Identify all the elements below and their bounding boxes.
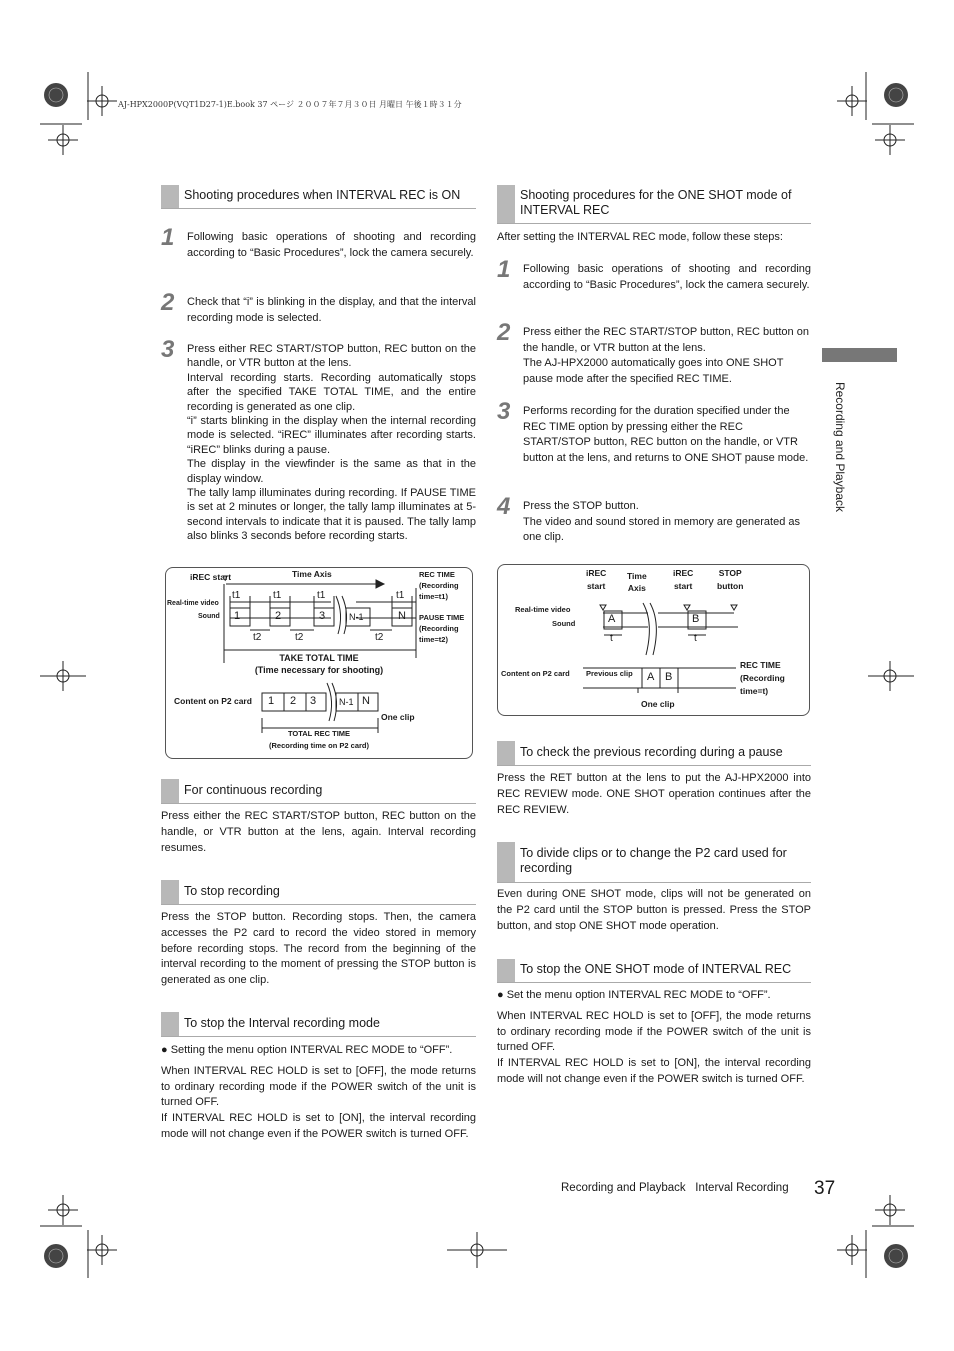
bullet-icon: ● <box>497 989 504 1001</box>
stop-interval-mode-text: ● Setting the menu option INTERVAL REC MODE to “OFF”. When INTERVAL REC HOLD is set to [OFF], the mode returns to ordinary recording mode if the POWER switch of the unit is turned OFF. If INTERVAL REC HOLD is set to [ON], the interval recording mode will not change even if the POWER switch is turned OFF. <box>161 1044 476 1140</box>
bullet-icon: ● <box>161 1044 168 1056</box>
page-number: 37 <box>814 1178 836 1199</box>
section-heading-check-previous: To check the previous recording during a pause <box>497 741 811 766</box>
chapter-tab <box>822 348 897 362</box>
section-heading-divide-clips: To divide clips or to change the P2 card used for recording <box>497 842 811 883</box>
stop-one-shot-text: ● Set the menu option INTERVAL REC MODE to “OFF”. When INTERVAL REC HOLD is set to [OFF], the mode returns to ordinary recording mode if the POWER switch of the unit is turned OFF. If INTERVAL REC HOLD is set to [ON], the interval recording mode will not change even if the POWER switch is turned OFF. <box>497 989 811 1085</box>
interval-rec-diagram: iREC start Time Axis REC TIME (Recording time=t1) PAUSE TIME (Recording time=t2) Real-time video Sound t1 t1 t1 t1 1 2 3 N-1 N t2 t2 t2 TAKE TOTAL TIME (Time necessary for shooting) Content on P2 card 1 2 3 N-1 N One clip TOTAL REC TIME (Recording time on P2 card) <box>165 567 473 759</box>
check-previous-text: Press the RET button at the lens to put the AJ-HPX2000 into REC REVIEW mode. ONE SHOT operation continues after the REC REVIEW. <box>497 772 811 816</box>
section-heading-stop-one-shot: To stop the ONE SHOT mode of INTERVAL REC <box>497 959 811 983</box>
continuous-recording-text: Press either the REC START/STOP button, REC button on the handle, or VTR button at the lens, again. Interval recording resumes. <box>161 810 476 854</box>
divide-clips-text: Even during ONE SHOT mode, clips will not be generated on the P2 card until the STOP button is pressed. Press the STOP button, and stop ONE SHOT mode operation. <box>497 888 811 932</box>
print-header: AJ-HPX2000P(VQT1D27-1)E.book 37 ページ ２００７年７月３０日 月曜日 午後１時３１分 <box>118 100 462 109</box>
stop-recording-text: Press the STOP button. Recording stops. Then, the camera accesses the P2 card to record the video stored in memory before recording stops. The record from the beginning of the interval recording to the moment of pressing the STOP button is generated as one clip. <box>161 911 476 987</box>
footer-breadcrumb: Recording and Playback Interval Recording <box>561 1182 789 1194</box>
section-heading-one-shot: Shooting procedures for the ONE SHOT mode of INTERVAL REC <box>497 185 811 224</box>
one-shot-intro: After setting the INTERVAL REC mode, follow these steps: <box>497 231 783 243</box>
section-heading-stop-interval-mode: To stop the Interval recording mode <box>161 1012 476 1037</box>
section-heading-interval-rec-on: Shooting procedures when INTERVAL REC is ON <box>161 185 476 209</box>
section-heading-stop-recording: To stop recording <box>161 880 476 905</box>
one-shot-diagram: iREC start Time Axis iREC start STOP button Real-time video Sound A B t t Content on P2 card Previous clip A B REC TIME (Recording time=t) One clip <box>497 564 810 716</box>
chapter-label: Recording and Playback <box>833 381 847 513</box>
section-heading-continuous-recording: For continuous recording <box>161 779 476 804</box>
